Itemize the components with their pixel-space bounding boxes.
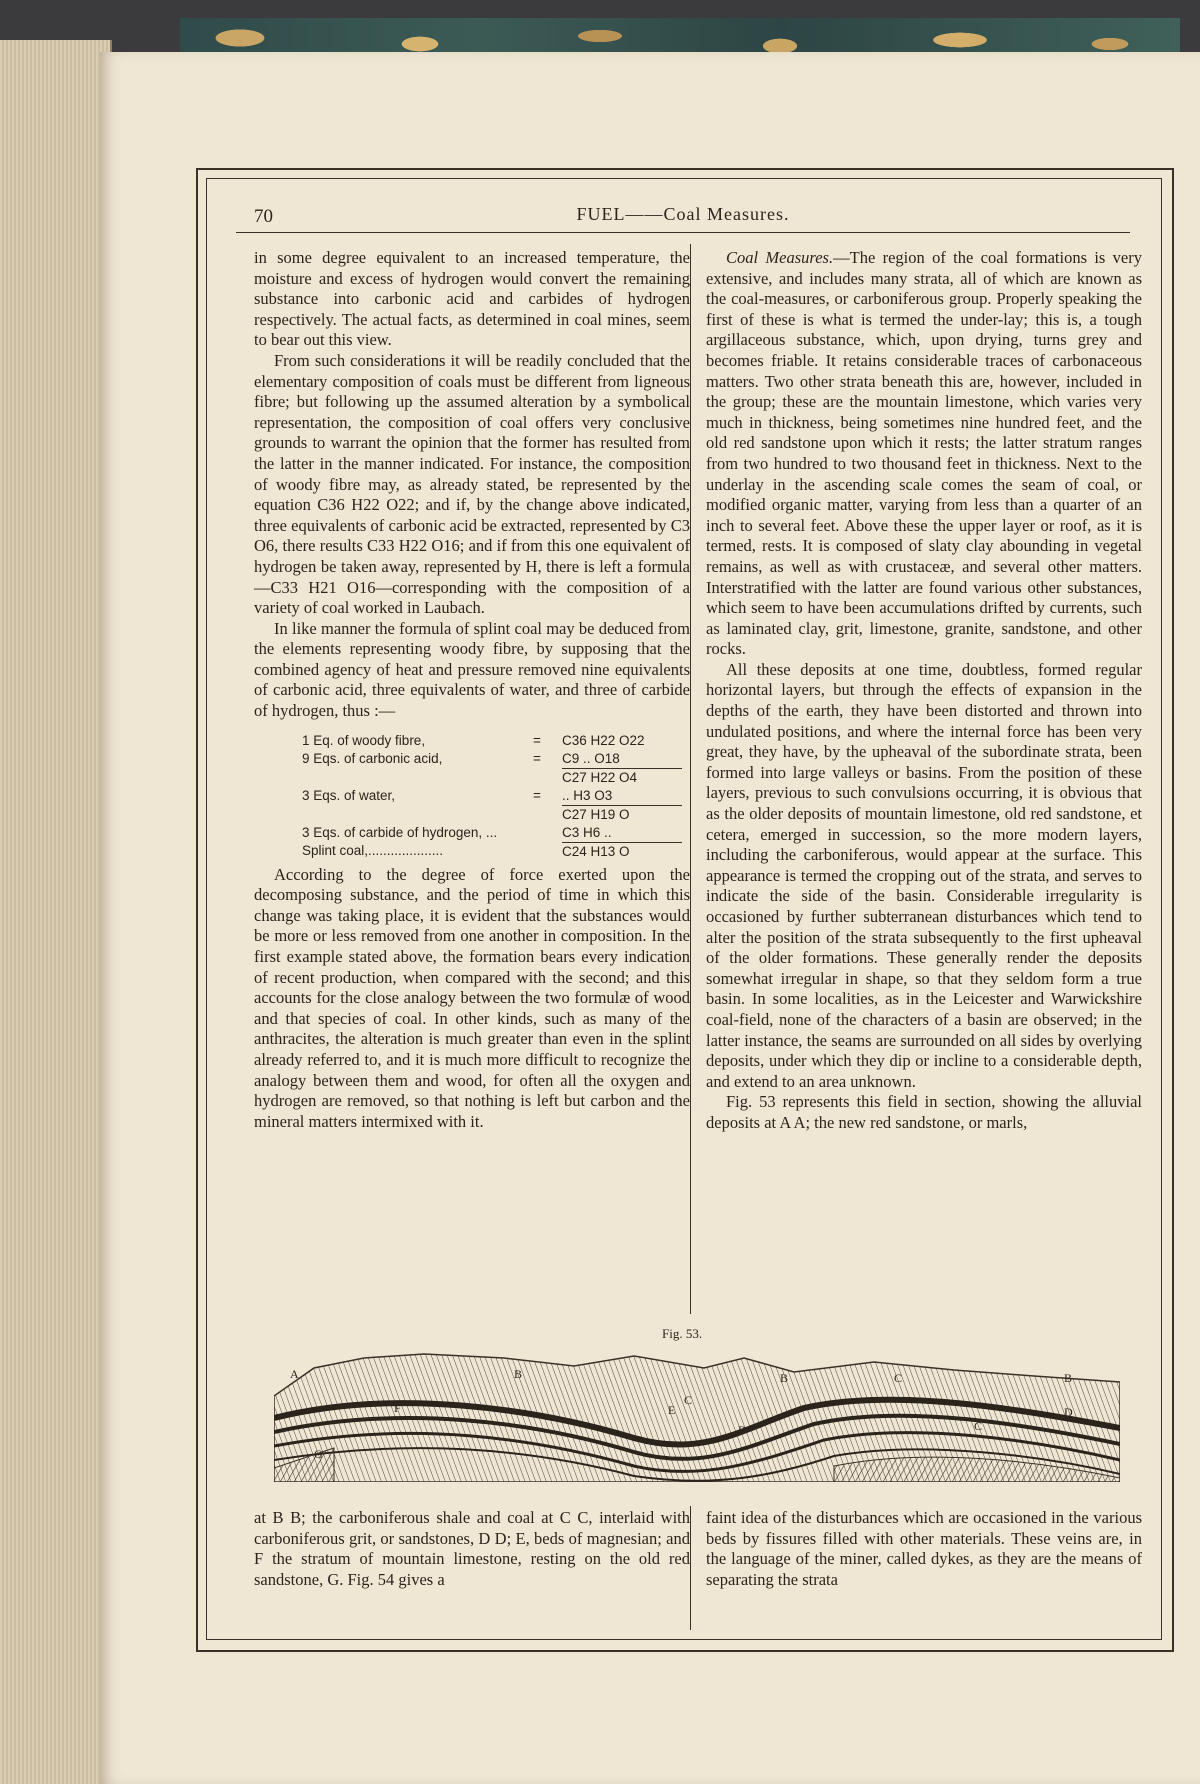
formula-equals: = (533, 787, 541, 803)
formula-row (254, 842, 690, 861)
figure-label: C (974, 1419, 983, 1433)
figure-label: B (780, 1371, 789, 1385)
figure-label: D (1064, 1405, 1073, 1419)
book-page-edges (0, 40, 112, 1784)
formula-equals (512, 842, 562, 861)
figure-caption: Fig. 53. (662, 1326, 703, 1341)
figure-label: E (668, 1403, 676, 1417)
figure-label: C (684, 1393, 693, 1407)
left-paragraph-3: In like manner the formula of splint coal may be deduced from the elements representing woody fibre, by supposing that the combined agency of heat and pressure removed nine equivalents of carbonic acid, three equivalents of water, and three of carbide of hydrogen, thus :— (254, 618, 690, 721)
left-column (254, 248, 690, 1132)
figure-label: F (394, 1401, 401, 1415)
right-paragraph-1 (706, 248, 1142, 660)
formula-row (254, 732, 690, 750)
formula-label (254, 768, 512, 787)
formula-equals: = (533, 750, 541, 766)
formula-value: C27 H19 O (562, 805, 682, 824)
formula-row (254, 805, 690, 824)
formula-equals: = (533, 732, 541, 748)
formula-label (254, 805, 512, 824)
page-number: 70 (254, 206, 273, 227)
formula-row (254, 768, 690, 787)
formula-row (254, 750, 690, 768)
figure-label: B (1064, 1371, 1073, 1385)
formula-value: C36 H22 O22 (562, 732, 645, 748)
formula-value: .. H3 O3 (562, 787, 613, 803)
formula-row (254, 787, 690, 805)
right-paragraph-3: Fig. 53 represents this field in section, showing the alluvial deposits at A A; the new red sandstone, or marls, (706, 1092, 1142, 1132)
page-header (236, 196, 1130, 233)
bottom-left-paragraph: at B B; the carboniferous shale and coal at C C, interlaid with carboniferous grit, or sandstones, D D; E, beds of magnesian; and F the stratum of mountain limestone, resting on the old red sandstone, G. Fig. 54 gives a (254, 1508, 690, 1589)
bottom-right-paragraph: faint idea of the disturbances which are occasioned in the various beds by fissures filled with other materials. These veins are, in the language of the miner, called dykes, as they are the means of separating the strata (706, 1508, 1142, 1589)
formula-equals (512, 824, 562, 842)
bottom-right-text (706, 1508, 1142, 1590)
formula-value: C27 H22 O4 (562, 768, 682, 787)
figure-label: C (894, 1371, 903, 1385)
left-paragraph-2: From such considerations it will be readily concluded that the elementary composition of coals must be different from ligneous fibre; but following up the assumed alteration by a symbolical representation, the composition of coal offers very conclusive grounds to warrant the opinion that the former has resulted from the latter in the manner indicated. For instance, the composition of woody fibre may, as already stated, be represented by the equation C36 H22 O22; and if, by the change above indicated, three equivalents of carbonic acid be extracted, represented by C3 O6, there results C33 H22 O16; and if from this one equivalent of hydrogen be taken away, represented by H, there is left a formula—C33 H21 O16—corresponding with the composition of a variety of coal worked in Laubach. (254, 350, 690, 618)
formula-row (254, 824, 690, 842)
bottom-column-divider (690, 1506, 691, 1630)
formula-value: C24 H13 O (562, 842, 682, 861)
formula-equals (512, 805, 562, 824)
left-paragraph-4: According to the degree of force exerted upon the decomposing substance, and the period of time in which this change was taking place, it is evident that the substances would be more or less removed from one another in composition. In the first example stated above, the formation bears every indication of recent production, when compared with the second; and this accounts for the close analogy between the two formulæ of wood and that species of coal. In other kinds, such as many of the anthracites, the alteration is much greater than even in the splint already referred to, and it is much more difficult to recognize the analogy between them and wood, for often all the oxygen and hydrogen are removed, so that nothing is left but carbon and the mineral matters intermixed with it. (254, 864, 690, 1131)
formula-value: C9 .. O18 (562, 750, 620, 766)
formula-label: 9 Eqs. of carbonic acid, (302, 750, 443, 766)
right-paragraph-1-body: —The region of the coal formations is very extensive, and includes many strata, all of which are known as the coal-measures, or carboniferous group. Properly speaking the first of these is what is termed the under-lay; this is, a tough argillaceous substance, which, upon drying, turns grey and becomes friable. It retains considerable traces of carbonaceous matters. Two other strata beneath this are, however, included in the group; these are the mountain limestone, which varies very much in thickness, being sometimes nine hundred feet, and the old red sandstone upon which it rests; the latter stratum ranges from two hundred to two thousand feet in thickness. Next to the underlay in the ascending scale comes the seam of coal, or modified organic matter, varying from less than a quarter of an inch to several feet. Above these the upper layer or roof, as it is termed, rests. It is composed of slaty clay abounding in vegetal remains, as well as with crustaceæ, and several other matters. Interstratified with the latter are found various other substances, which seem to have been accumulations drifted by currents, such as laminated clay, grit, limestone, granite, sandstone, and other rocks. (706, 248, 1143, 659)
formula-label: 1 Eq. of woody fibre, (302, 732, 426, 748)
right-column (706, 248, 1142, 1134)
left-paragraph-1: in some degree equivalent to an increased temperature, the moisture and excess of hydrogen would convert the remaining substance into carbonic acid and carbides of hydrogen respectively. The actual facts, as determined in coal mines, seem to bear out this view. (254, 248, 690, 350)
formula-label: Splint coal,.................... (302, 842, 444, 858)
bottom-left-text (254, 1508, 690, 1590)
formula-table (254, 732, 690, 861)
geological-section-figure (274, 1348, 1120, 1482)
figure-label: B (514, 1367, 523, 1381)
figure-label: D (738, 1423, 747, 1437)
running-title: FUEL——Coal Measures. (576, 204, 790, 224)
formula-label: 3 Eqs. of carbide of hydrogen, ... (302, 824, 498, 840)
figure-label: G (314, 1447, 323, 1461)
formula-equals (512, 768, 562, 787)
section-lead: Coal Measures. (726, 248, 834, 267)
formula-value: C3 H6 .. (562, 824, 612, 840)
figure-label: A (290, 1367, 299, 1381)
formula-label: 3 Eqs. of water, (302, 787, 396, 803)
column-divider (690, 244, 691, 1314)
right-paragraph-2: All these deposits at one time, doubtless, formed regular horizontal layers, but through the effects of expansion in the depths of the earth, they have been distorted and thrown into undulated positions, and where the internal force has been very great, they have, by the upheaval of the subordinate strata, been formed into large valleys or basins. From the position of these layers, previous to such convulsions occurring, it is obvious that as the older deposits of mountain limestone, old red sandstone, et cetera, emerged in succession, so the more modern layers, including the carboniferous, would appear at the surface. This appearance is termed the cropping out of the strata, and serves to indicate the side of the basin. Considerable irregularity is occasioned by further subterranean disturbances which tend to alter the position of the strata subsequently to the first upheaval of the older formations. These generally render the deposits somewhat irregular in shape, so that they seldom form a true basin. In some localities, as in the Leicester and Warwickshire coal-field, none of the characters of a basin are observed; in the latter instance, the seams are surrounded on all sides by overlying deposits, under which they dip or incline to a considerable depth, and extend to an area unknown. (706, 659, 1142, 1091)
